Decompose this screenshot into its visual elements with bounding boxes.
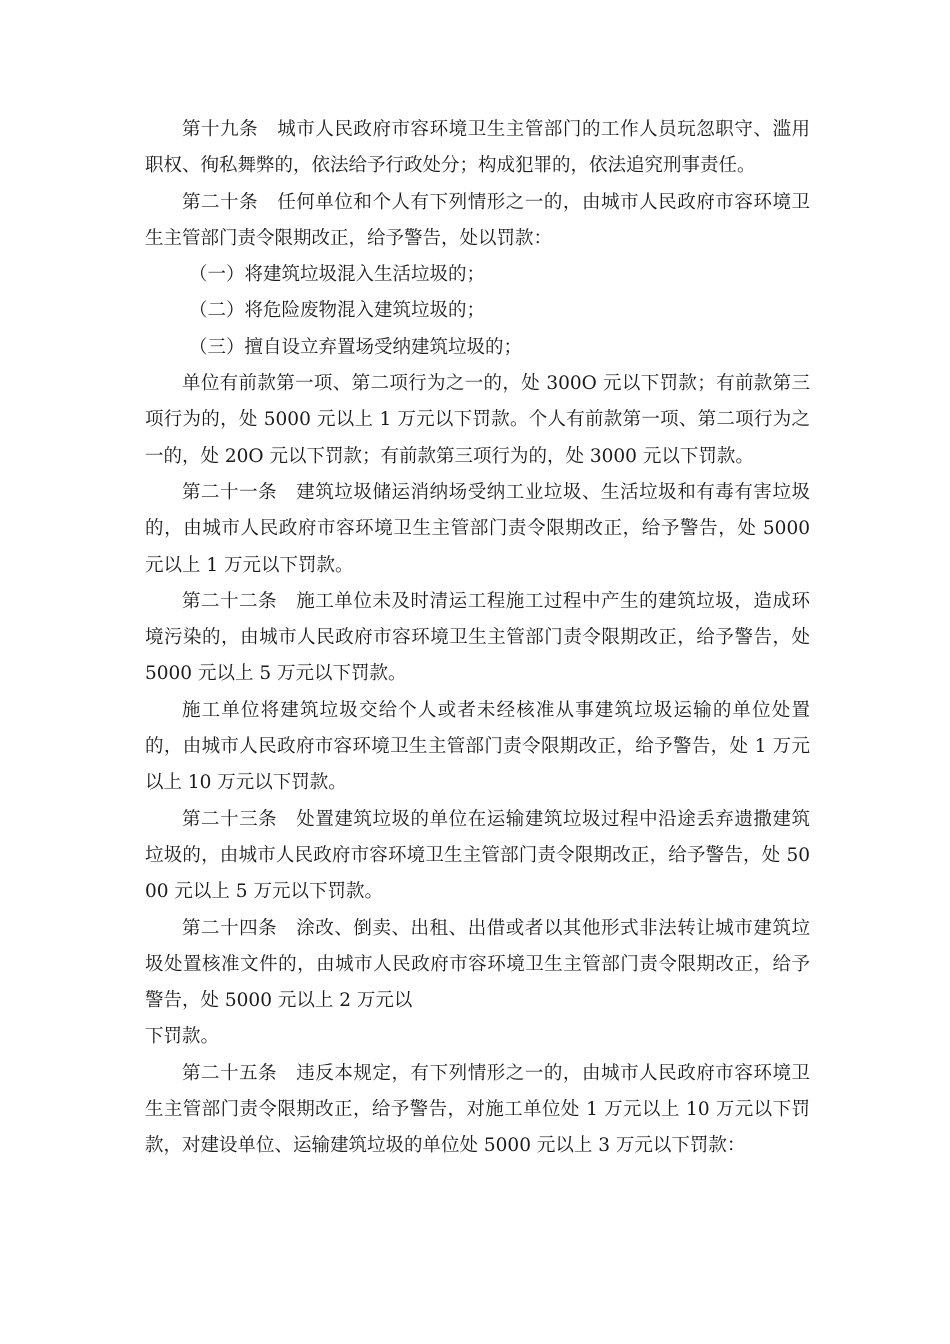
article-20-item-2: （二）将危险废物混入建筑垃圾的； — [189, 300, 486, 322]
article-24-continuation: 下罚款。 — [145, 1026, 220, 1048]
document-body — [145, 112, 810, 1165]
article-22: 第二十二条 施工单位未及时清运工程施工过程中产生的建筑垃圾，造成环境污染的，由城市人民政府市容环境卫生主管部门责令限期改正，给予警告，处 5000 元以上 5 万元以下罚款。 — [145, 590, 810, 685]
article-24: 第二十四条 涂改、倒卖、出租、出借或者以其他形式非法转让城市建筑垃圾处置核准文件的，由城市人民政府市容环境卫生主管部门责令限期改正，给予警告，处 5000 元以上 2 万元以 — [145, 917, 810, 1012]
article-23: 第二十三条 处置建筑垃圾的单位在运输建筑垃圾过程中沿途丢弃遗撒建筑垃圾的，由城市人民政府市容环境卫生主管部门责令限期改正，给予警告，处 5000 元以上 5 万元以下罚款。 — [145, 808, 810, 903]
article-20-item-1: （一）将建筑垃圾混入生活垃圾的； — [189, 264, 486, 286]
article-20-item-3: （三）擅自设立弃置场受纳建筑垃圾的； — [189, 336, 523, 358]
article-25: 第二十五条 违反本规定，有下列情形之一的，由城市人民政府市容环境卫生主管部门责令限期改正，给予警告，对施工单位处 1 万元以上 10 万元以下罚款，对建设单位、运输建筑垃圾的单位处 5000 元以上 3 万元以下罚款： — [145, 1062, 810, 1157]
article-20-penalty: 单位有前款第一项、第二项行为之一的，处 300O 元以下罚款；有前款第三项行为的，处 5000 元以上 1 万元以下罚款。个人有前款第一项、第二项行为之一的，处 20O 元以下罚款；有前款第三项行为的，处 3000 元以下罚款。 — [145, 373, 810, 467]
article-19: 第十九条 城市人民政府市容环境卫生主管部门的工作人员玩忽职守、滥用职权、徇私舞弊的，依法给予行政处分；构成犯罪的，依法追究刑事责任。 — [145, 119, 810, 177]
article-20: 第二十条 任何单位和个人有下列情形之一的，由城市人民政府市容环境卫生主管部门责令限期改正，给予警告，处以罚款： — [145, 191, 810, 249]
article-21: 第二十一条 建筑垃圾储运消纳场受纳工业垃圾、生活垃圾和有毒有害垃圾的，由城市人民政府市容环境卫生主管部门责令限期改正，给予警告，处 5000 元以上 1 万元以下罚款。 — [145, 481, 810, 576]
article-22-paragraph-2: 施工单位将建筑垃圾交给个人或者未经核准从事建筑垃圾运输的单位处置的，由城市人民政府市容环境卫生主管部门责令限期改正，给予警告，处 1 万元以上 10 万元以下罚款。 — [145, 699, 810, 794]
